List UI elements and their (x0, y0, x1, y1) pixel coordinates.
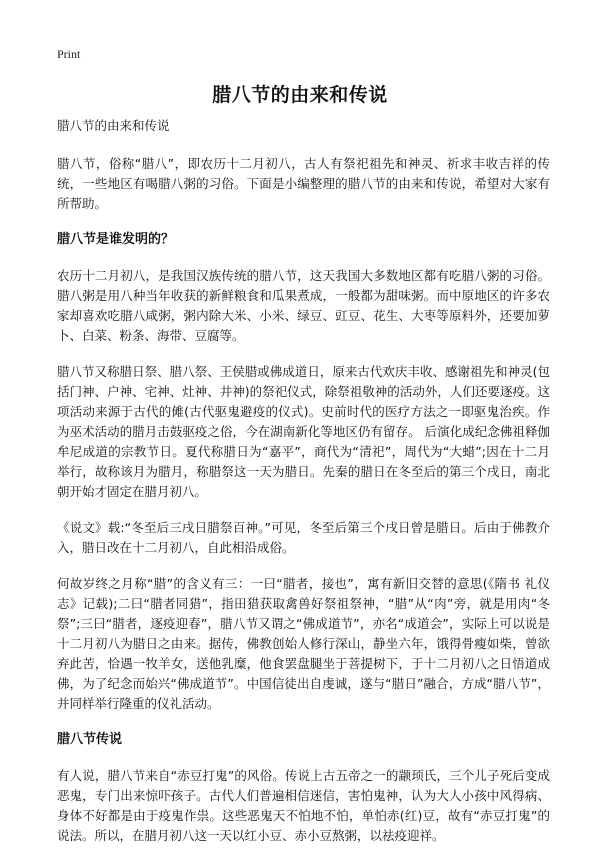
origin-paragraph-2: 腊八节又称腊日祭、腊八祭、王侯腊或佛成道日，原来古代欢庆丰收、感谢祖先和神灵(包括门神、户神、宅神、灶神、井神)的祭祀仪式，除祭祖敬神的活动外，人们还要逐疫。这项活动来源于古代的傩(古代驱鬼避疫的仪式)。史前时代的医疗方法之一即驱鬼治疾。作为巫术活动的腊月击鼓驱疫之俗，今在湖南新化等地区仍有留存。 后演化成纪念佛祖释伽牟尼成道的宗教节日。夏代称腊日为“嘉平”，商代为“清祀”，周代为“大蜡”;因在十二月举行，故称该月为腊月，称腊祭这一天为腊日。先秦的腊日在冬至后的第三个戌日，南北朝开始才固定在腊月初八。 (57, 364, 550, 499)
print-link[interactable]: Print (57, 47, 81, 61)
intro-paragraph: 腊八节，俗称“腊八”，即农历十二月初八，古人有祭祀祖先和神灵、祈求丰收吉祥的传统，一些地区有喝腊八粥的习俗。下面是小编整理的腊八节的由来和传说，希望对大家有所帮助。 (57, 156, 550, 211)
article-body (57, 116, 550, 862)
origin-paragraph-3: 《说文》载:“冬至后三戌日腊祭百神。”可见，冬至后第三个戌日曾是腊日。后由于佛教介入，腊日改在十二月初八，自此相沿成俗。 (57, 520, 550, 555)
section-heading-origin: 腊八节是谁发明的？ (57, 232, 175, 247)
origin-paragraph-1: 农历十二月初八，是我国汉族传统的腊八节，这天我国大多数地区都有吃腊八粥的习俗。腊八粥是用八种当年收获的新鲜粮食和瓜果煮成，一般都为甜味粥。而中原地区的许多农家却喜欢吃腊八咸粥，粥内除大米、小米、绿豆、豇豆、花生、大枣等原料外，还要加萝卜、白菜、粉条、海带、豆腐等。 (57, 268, 550, 343)
legend-paragraph-1: 有人说，腊八节来自“赤豆打鬼”的风俗。传说上古五帝之一的颛顼氏，三个儿子死后变成恶鬼，专门出来惊吓孩子。古代人们普遍相信迷信，害怕鬼神，认为大人小孩中风得病、身体不好都是由于疫鬼作祟。这些恶鬼天不怕地不怕，单怕赤(红)豆，故有“赤豆打鬼”的说法。所以，在腊月初八这一天以红小豆、赤小豆熬粥，以祛疫迎祥。 (57, 768, 550, 843)
article-subtitle: 腊八节的由来和传说 (57, 118, 170, 133)
section-heading-legend: 腊八节传说 (57, 732, 123, 747)
page-title: 腊八节的由来和传说 (212, 84, 388, 106)
origin-paragraph-4: 何故岁终之月称“腊”的含义有三：一曰“腊者，接也”，寓有新旧交替的意思(《隋书 礼仪志》记载);二曰“腊者同猎”，指田猎获取禽兽好祭祖祭神，“腊”从“肉”旁，就是用肉“冬祭”;三曰“腊者，逐疫迎春”，腊八节又谓之“佛成道节”，亦名“成道会”，实际上可以说是十二月初八为腊日之由来。据传，佛教创始人修行深山，静坐六年，饿得骨瘦如柴，曾欲弃此苦，恰遇一牧羊女，送他乳糜，他食罢盘腿坐于菩提树下，于十二月初八之日悟道成佛，为了纪念而始兴“佛成道节”。中国信徒出自虔诚，遂与“腊日”融合，方成“腊八节”，并同样举行隆重的仪礼活动。 (57, 576, 550, 711)
